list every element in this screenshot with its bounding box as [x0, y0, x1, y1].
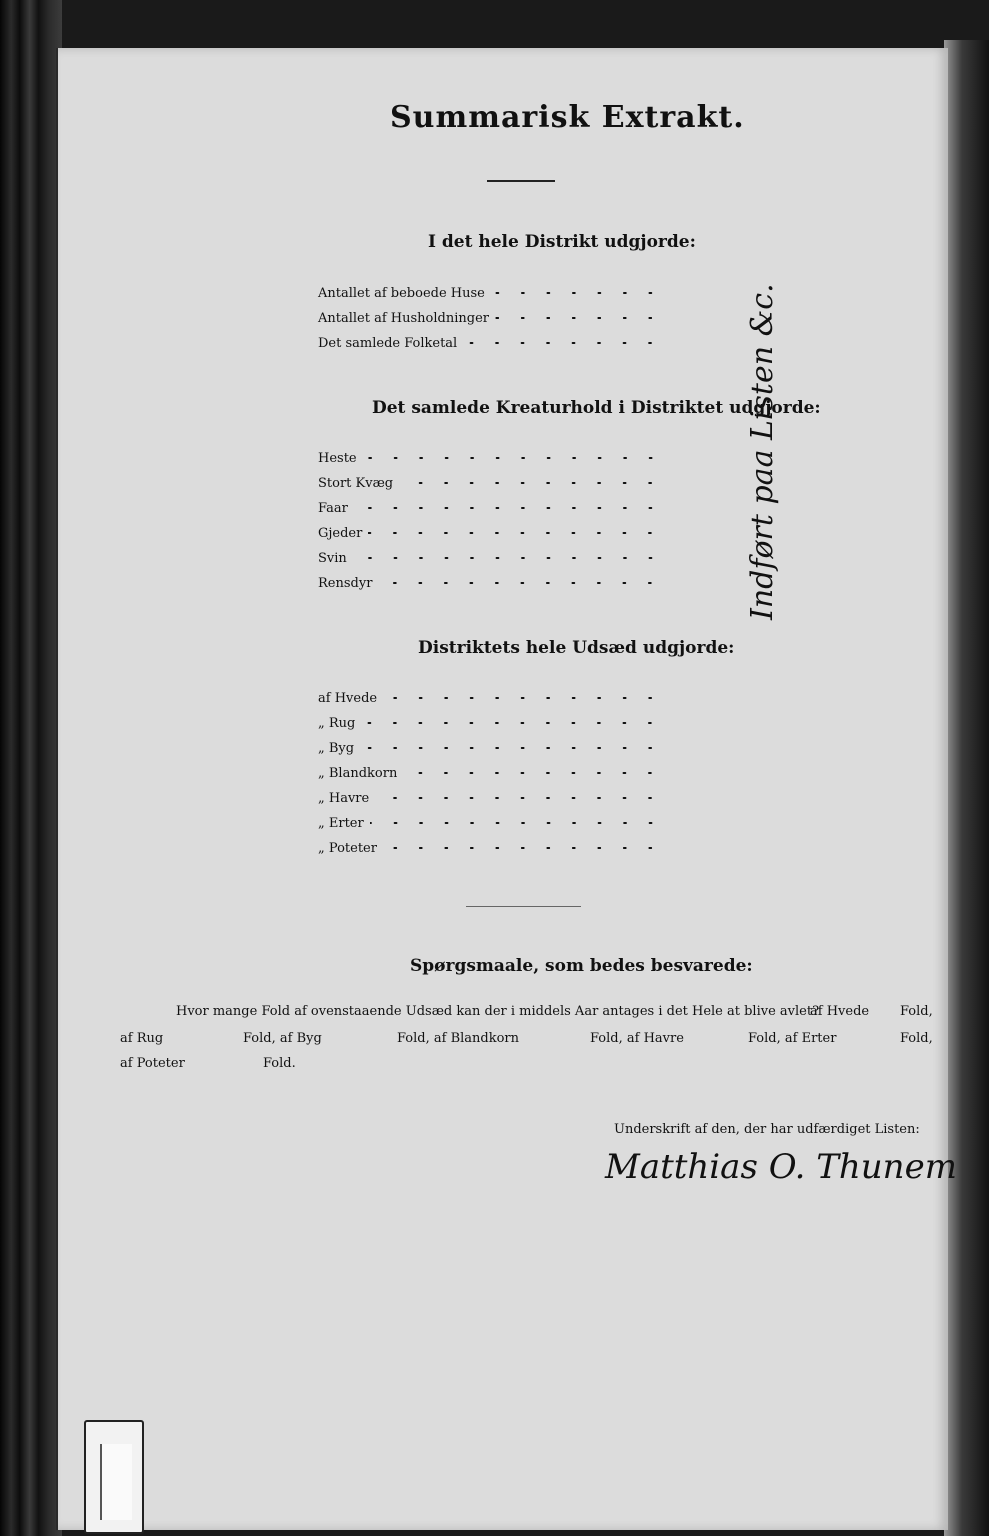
list-item: „ Havre	[318, 787, 663, 809]
fold-label: Fold,	[900, 1031, 933, 1046]
list-item: „ Blandkorn	[318, 762, 663, 784]
list-item: „ Erter	[318, 812, 663, 834]
section2-heading: Det samlede Kreaturhold i Distriktet udgjorde:	[372, 398, 821, 418]
signature: Matthias O. Thunem	[605, 1147, 957, 1187]
page-edge	[944, 40, 989, 1536]
fold-label: Fold.	[263, 1056, 296, 1071]
question-text: Hvor mange Fold af ovenstaaende Udsæd kan der i middels Aar antages i det Hele at blive avlet?	[176, 1004, 820, 1019]
book-binding	[0, 0, 62, 1536]
list-item: Rensdyr	[318, 572, 663, 594]
title-divider	[487, 180, 555, 182]
fold-label: Fold,	[900, 1004, 933, 1019]
list-item: Faar	[318, 497, 663, 519]
fold-label: Fold, af Erter	[748, 1031, 837, 1046]
fold-label: Fold, af Byg	[243, 1031, 322, 1046]
fold-label: Fold, af Havre	[590, 1031, 684, 1046]
fold-label: af Poteter	[120, 1056, 185, 1071]
signature-label: Underskrift af den, der har udfærdiget Listen:	[614, 1122, 920, 1137]
list-item: Gjeder	[318, 522, 663, 544]
list-item: Heste	[318, 447, 663, 469]
page-title: Summarisk Extrakt.	[390, 100, 745, 135]
list-item: „ Byg	[318, 737, 663, 759]
fold-label: Fold, af Blandkorn	[397, 1031, 520, 1046]
list-item: Antallet af Husholdninger	[318, 307, 663, 329]
section-divider	[466, 906, 581, 907]
handwritten-note: Indført paa Listen &c.	[745, 283, 780, 620]
list-item: „ Poteter	[318, 837, 663, 859]
list-item: Antallet af beboede Huse	[318, 282, 663, 304]
section1-heading: I det hele Distrikt udgjorde:	[428, 232, 696, 252]
list-item: Stort Kvæg	[318, 472, 663, 494]
fold-label: af Hvede	[810, 1004, 870, 1019]
list-item: „ Rug	[318, 712, 663, 734]
section4-heading: Spørgsmaale, som bedes besvarede:	[410, 956, 753, 976]
archive-tag-strip	[100, 1444, 132, 1520]
section3-heading: Distriktets hele Udsæd udgjorde:	[418, 638, 735, 658]
list-item: af Hvede	[318, 687, 663, 709]
fold-label: af Rug	[120, 1031, 164, 1046]
list-item: Det samlede Folketal	[318, 332, 663, 354]
list-item: Svin	[318, 547, 663, 569]
